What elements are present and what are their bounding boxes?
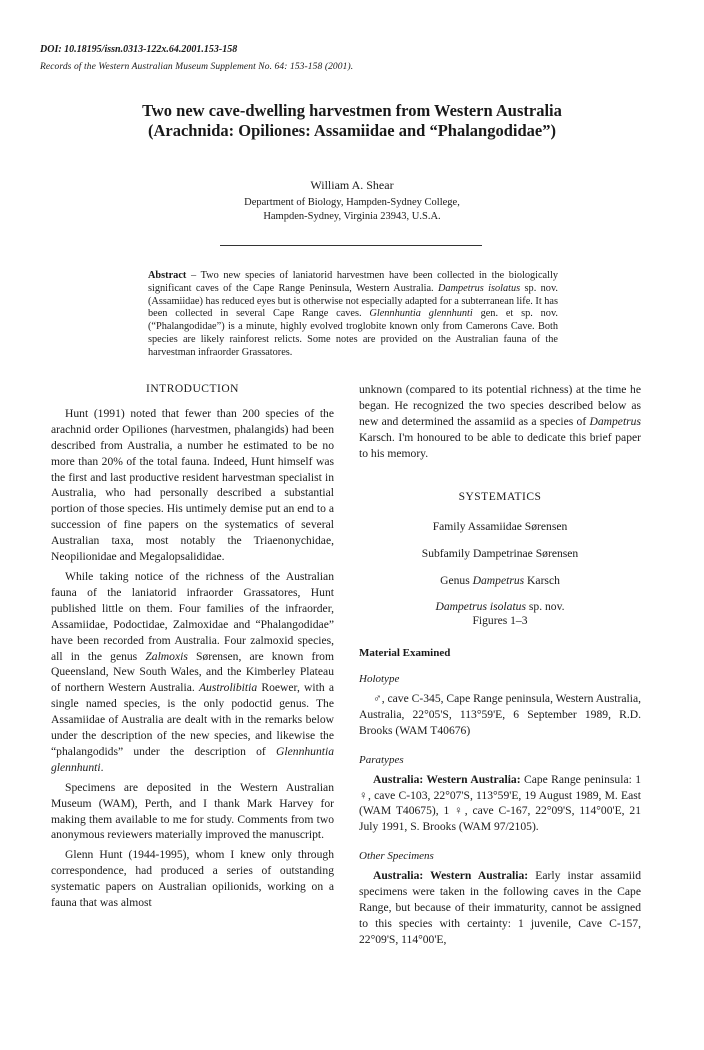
subfamily-heading: Subfamily Dampetrinae Sørensen xyxy=(421,547,579,561)
genus-prefix: Genus xyxy=(440,574,473,588)
abstract-species-1: Dampetrus isolatus xyxy=(437,282,521,294)
species-name: Dampetrus isolatus xyxy=(435,600,526,614)
intro-p2-text-b: Sørensen, are known from Queensland, New South Wales, and the Kimberley Plateau of northern Western Australia. xyxy=(51,649,334,695)
genus-heading xyxy=(359,573,641,589)
right-column xyxy=(359,382,641,948)
species-status: sp. nov. xyxy=(525,600,565,614)
affiliation-line-2: Hampden-Sydney, Virginia 23943, U.S.A. xyxy=(263,211,441,222)
intro-p2-text-c: Roewer, with a single named species, is the only podoctid genus. The Assamiidae of Australia are dealt with in the remarks below under the description of the new species, and likewise the “phalangodids” under the description of xyxy=(51,681,334,758)
abstract-species-2: Glennhuntia glennhunti xyxy=(369,308,473,320)
abstract-label: Abstract xyxy=(148,270,187,281)
material-examined-heading: Material Examined xyxy=(359,647,451,660)
intro-p2-genus-2: Austrolibitia xyxy=(198,681,258,695)
paratypes-detail: Cape Range peninsula: 1 ♀, cave C-103, 22°07'S, 113°59'E, 19 August 1989, M. East (WAM T40675), 1 ♀, cave C-167, 22°09'S, 114°00'E, 21 July 1991, S. Brooks (WAM 97/2105). xyxy=(359,772,641,834)
species-figures: Figures 1–3 xyxy=(472,614,528,628)
paratypes-text xyxy=(359,772,641,836)
title-line-1: Two new cave-dwelling harvestmen from Western Australia xyxy=(142,101,562,120)
intro-paragraph-4: Glenn Hunt (1944-1995), whom I knew only through correspondence, had produced a series of outstanding systematic papers on Australian opilionids, working on a fauna that was almost xyxy=(51,848,334,910)
other-specimens-heading: Other Specimens xyxy=(359,850,434,863)
intro-paragraph-5 xyxy=(359,382,641,462)
genus-name: Dampetrus xyxy=(472,574,525,588)
author-affiliation xyxy=(0,196,704,224)
intro-p2-text-d: . xyxy=(100,760,104,774)
doi-line: DOI: 10.18195/issn.0313-122x.64.2001.153-158 xyxy=(40,44,238,55)
species-heading xyxy=(359,600,641,628)
intro-p2-genus-1: Zalmoxis xyxy=(145,649,188,663)
affiliation-line-1: Department of Biology, Hampden-Sydney College, xyxy=(244,197,460,208)
intro-p5-text-b: Karsch. I'm honoured to be able to dedicate this brief paper to his memory. xyxy=(359,430,641,460)
abstract xyxy=(148,270,558,360)
family-heading: Family Assamiidae Sørensen xyxy=(432,520,568,534)
divider-rule xyxy=(220,245,482,246)
abstract-text-1: – Two new species of laniatorid harvestmen have been collected in the biologically significant caves of the Cape Range Peninsula, Western Australia. xyxy=(148,270,558,294)
abstract-text-2: sp. nov. (Assamiidae) has reduced eyes but is otherwise not especially adapted for a subterranean life. It has been collected in several Cape Range caves. xyxy=(148,282,559,320)
paratypes-heading: Paratypes xyxy=(359,753,404,766)
holotype-text: ♂, cave C-345, Cape Range peninsula, Western Australia, Australia, 22°05'S, 113°59'E, 6 September 1989, R.D. Brooks (WAM T40676) xyxy=(359,691,642,737)
author-name: William A. Shear xyxy=(310,178,394,192)
intro-p5-text-a: unknown (compared to its potential richness) at the time he began. He recognized the two species described below as new and determined the assamiid as a species of xyxy=(359,383,641,428)
intro-paragraph-2 xyxy=(51,569,334,776)
introduction-heading: INTRODUCTION xyxy=(146,383,239,395)
left-column xyxy=(51,382,334,911)
abstract-text-3: gen. et sp. nov. (“Phalangodidae”) is a minute, highly evolved troglobite known only from Camerons Cave. Both species are likely rainforest relicts. Some notes are provided on the Australian fauna of the harvestman infraorder Grassatores. xyxy=(148,308,558,358)
title-line-2: (Arachnida: Opiliones: Assamiidae and “Phalangodidae”) xyxy=(148,121,556,140)
intro-p2-text-a: While taking notice of the richness of the Australian fauna of the laniatorid infraorder Grassatores, Hunt published little on them. Four families of the infraorder, Assamiidae, Podoctidae, Zalmoxidae and “Phalangodidae” have been recorded from Australia. Four zalmoxid species, all in the genus xyxy=(51,569,334,663)
genus-author: Karsch xyxy=(524,574,560,588)
holotype-heading: Holotype xyxy=(359,673,400,686)
systematics-heading: SYSTEMATICS xyxy=(458,490,542,503)
other-specimens-text xyxy=(359,868,641,948)
intro-paragraph-1: Hunt (1991) noted that fewer than 200 species of the arachnid order Opiliones (harvestmen, phalangids) had been described from Australia, a number he estimated to be no more than 20% of the total fauna. Indeed, Hunt himself was the first and last productive resident harvestman specialist in Australia, who had personally described a substantial portion of those species. His untimely demise put an end to a succession of fine papers on the systematics of several Australian taxa, most notably the Triaenonychidae, Neopilionidae and Megalopsalididae. xyxy=(51,406,334,564)
paper-title xyxy=(0,101,704,141)
intro-paragraph-3: Specimens are deposited in the Western Australian Museum (WAM), Perth, and I thank Mark Harvey for making them available to me for study. Comments from two anonymous reviewers materially improved the manuscript. xyxy=(51,780,334,842)
paratypes-locality: Australia: Western Australia: xyxy=(373,772,521,786)
journal-citation: Records of the Western Australian Museum Supplement No. 64: 153-158 (2001). xyxy=(40,62,354,72)
other-locality: Australia: Western Australia: xyxy=(373,869,529,883)
intro-p5-genus: Dampetrus xyxy=(589,414,641,428)
intro-p2-species: Glennhuntia glennhunti xyxy=(51,744,334,774)
other-detail: Early instar assamiid specimens were taken in the following caves in the Cape Range, but because of their immaturity, cannot be assigned to this species with certainty: 1 juvenile, Cave C-157, 22°09'S, 114°00'E, xyxy=(359,869,641,946)
